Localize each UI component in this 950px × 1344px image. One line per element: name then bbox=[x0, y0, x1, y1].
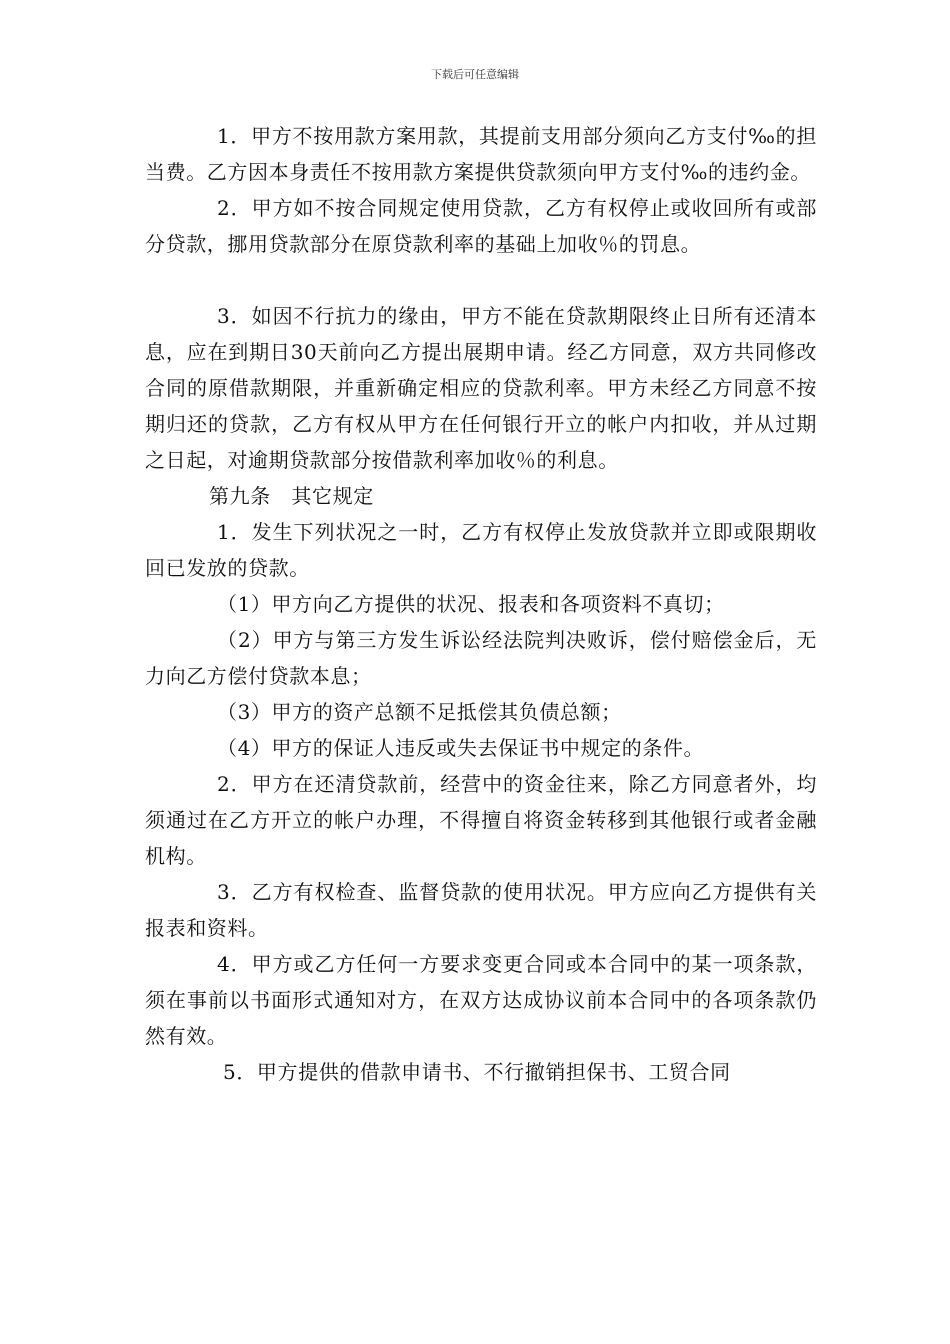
clause-paragraph: 1．发生下列状况之一时，乙方有权停止发放贷款并立即或限期收回已发放的贷款。 bbox=[145, 520, 817, 580]
clause-paragraph: 4．甲方或乙方任何一方要求变更合同或本合同中的某一项条款，须在事前以书面形式通知对方，在双方达成协议前本合同中的各项条款仍然有效。 bbox=[145, 952, 817, 1048]
sub-clause-item: （2）甲方与第三方发生诉讼经法院判决败诉，偿付赔偿金后，无力向乙方偿付贷款本息； bbox=[145, 628, 817, 688]
paragraph-spacer bbox=[145, 262, 817, 298]
article-heading: 第九条 其它规定 bbox=[209, 484, 374, 508]
clause-paragraph: 2．甲方如不按合同规定使用贷款，乙方有权停止或收回所有或部分贷款，挪用贷款部分在原贷款利率的基础上加收％的罚息。 bbox=[145, 196, 817, 256]
clause-paragraph: 1．甲方不按用款方案用款，其提前支用部分须向乙方支付‰的担当费。乙方因本身责任不按用款方案提供贷款须向甲方支付‰的违约金。 bbox=[145, 124, 817, 184]
clause-paragraph: 3．乙方有权检查、监督贷款的使用状况。甲方应向乙方提供有关报表和资料。 bbox=[145, 880, 817, 940]
document-body bbox=[145, 118, 817, 1090]
clause-paragraph: 3．如因不行抗力的缘由，甲方不能在贷款期限终止日所有还清本息，应在到期日30天前向乙方提出展期申请。经乙方同意，双方共同修改合同的原借款期限，并重新确定相应的贷款利率。甲方未经乙方同意不按期归还的贷款，乙方有权从甲方在任何银行开立的帐户内扣收，并从过期之日起，对逾期贷款部分按借款利率加收％的利息。 bbox=[145, 304, 817, 472]
clause-paragraph: 2．甲方在还清贷款前，经营中的资金往来，除乙方同意者外，均须通过在乙方开立的帐户办理，不得擅自将资金转移到其他银行或者金融机构。 bbox=[145, 772, 817, 868]
clause-paragraph: 5．甲方提供的借款申请书、不行撤销担保书、工贸合同 bbox=[223, 1060, 731, 1084]
page-header-note: 下载后可任意编辑 bbox=[431, 68, 519, 81]
sub-clause-item: （3）甲方的资产总额不足抵偿其负债总额； bbox=[217, 700, 622, 724]
sub-clause-item: （1）甲方向乙方提供的状况、报表和各项资料不真切； bbox=[217, 592, 725, 616]
sub-clause-item: （4）甲方的保证人违反或失去保证书中规定的条件。 bbox=[217, 736, 705, 760]
